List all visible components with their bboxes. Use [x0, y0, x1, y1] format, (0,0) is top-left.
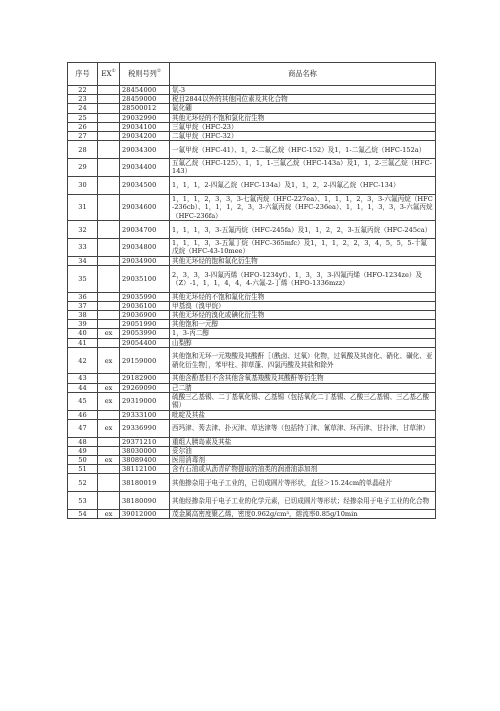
row-seq-cell: 53 [68, 492, 98, 510]
row-name-cell: 1，3-丙二醇 [170, 329, 436, 338]
row-seq-cell: 46 [68, 410, 98, 419]
row-name-cell: 其他无环烃的不饱和氟化衍生物 [170, 292, 436, 301]
row-name-cell: 五氟乙烷（HFC-125）、1，1，1-三氟乙烷（HFC-143a）及1，1，2-三氟乙烷（HFC-143） [170, 159, 436, 177]
table-row [68, 510, 436, 519]
header-code [120, 63, 170, 86]
table-row [68, 95, 436, 104]
table-header-row [68, 63, 436, 86]
row-code-cell: 28454000 [120, 86, 170, 95]
row-name-cell: 其他含酚基但不含其他含氧基羧酸及其酸酐等衍生物 [170, 374, 436, 383]
row-ex-cell [98, 86, 120, 95]
row-ex-cell [98, 320, 120, 329]
row-name-cell: 其他经掺杂用于电子工业的化学元素，已切成圆片等形状；经掺杂用于电子工业的化合物 [170, 492, 436, 510]
row-code-cell: 29034800 [120, 239, 170, 257]
table-row [68, 465, 436, 474]
row-seq-cell: 49 [68, 446, 98, 455]
row-code-cell: 29269090 [120, 383, 170, 392]
table-row [68, 176, 436, 194]
table-row [68, 419, 436, 437]
row-ex-cell: ex [98, 347, 120, 374]
row-name-cell: 甲基溴（溴甲烷） [170, 301, 436, 310]
row-seq-cell: 28 [68, 141, 98, 159]
table-row [68, 113, 436, 122]
row-ex-cell: ex [98, 456, 120, 465]
table-row [68, 132, 436, 141]
row-ex-cell [98, 492, 120, 510]
row-name-cell: 1，1，1，3，3-五氟丁烷（HFC-365mfc）及1，1，1，2，2，3，4，5，5，5-十氟戊烷（HFC-43-10mee） [170, 239, 436, 257]
tariff-table [67, 62, 436, 519]
table-row [68, 86, 436, 95]
table-row [68, 383, 436, 392]
row-name-cell: 氚-3 [170, 86, 436, 95]
row-seq-cell: 24 [68, 104, 98, 113]
row-seq-cell: 45 [68, 392, 98, 410]
row-ex-cell [98, 176, 120, 194]
row-seq-cell: 36 [68, 292, 98, 301]
table-row [68, 347, 436, 374]
row-ex-cell: ex [98, 510, 120, 519]
row-code-cell: 29034700 [120, 221, 170, 239]
row-code-cell: 38112100 [120, 465, 170, 474]
row-code-cell: 29034200 [120, 132, 170, 141]
row-name-cell: 其他无环烃的不饱和氯化衍生物 [170, 113, 436, 122]
table-row [68, 492, 436, 510]
row-code-cell: 28459000 [120, 95, 170, 104]
row-seq-cell: 34 [68, 256, 98, 265]
row-ex-cell [98, 446, 120, 455]
row-name-cell: 二氟甲烷（HFC-32） [170, 132, 436, 141]
table-row [68, 141, 436, 159]
row-code-cell: 29333100 [120, 410, 170, 419]
table-row [68, 239, 436, 257]
row-ex-cell [98, 465, 120, 474]
row-name-cell: 含有石油或从沥青矿物提取的油类的润滑油添加剂 [170, 465, 436, 474]
row-code-cell: 29034100 [120, 122, 170, 131]
row-ex-cell: ex [98, 419, 120, 437]
row-seq-cell: 27 [68, 132, 98, 141]
header-code-footnote-mark: ② [156, 68, 161, 74]
row-ex-cell: ex [98, 383, 120, 392]
row-seq-cell: 22 [68, 86, 98, 95]
row-code-cell: 29034400 [120, 159, 170, 177]
table-row [68, 437, 436, 446]
row-name-cell: 硫酸三乙基锡、二丁基氧化锡、乙基锡（包括氧化二丁基锡、乙酸三乙基锡、三乙基乙酸锡） [170, 392, 436, 410]
row-seq-cell: 38 [68, 311, 98, 320]
table-row [68, 159, 436, 177]
header-ex [98, 63, 120, 86]
header-seq: 序号 [68, 63, 98, 86]
row-code-cell: 29051990 [120, 320, 170, 329]
row-name-cell: 氮化硼 [170, 104, 436, 113]
row-seq-cell: 25 [68, 113, 98, 122]
row-ex-cell [98, 95, 120, 104]
row-name-cell: 山梨醇 [170, 338, 436, 347]
row-seq-cell: 52 [68, 474, 98, 492]
row-name-cell: 1，1，1，2，3，3，3-七氟丙烷（HFC-227ea）、1，1，1，2，3，3-六氟丙烷（HFC-236cb）、1，1，1，2，3，3-六氟丙烷（HFC-236ea）、1，1，1，3，3，3-六氟丙烷（HFC-236fa） [170, 194, 436, 221]
header-ex-label: EX [101, 68, 112, 78]
row-code-cell: 29035100 [120, 266, 170, 293]
row-name-cell: 一氟甲烷（HFC-41）、1，2-二氟乙烷（HFC-152）及1，1-二氟乙烷（HFC-152a） [170, 141, 436, 159]
row-code-cell: 29159000 [120, 347, 170, 374]
table-row [68, 474, 436, 492]
row-seq-cell: 31 [68, 194, 98, 221]
row-name-cell: 2，3，3，3-四氟丙烯（HFO-1234yf）、1，3，3，3-四氟丙烯（HFO-1234ze）及（Z）-1，1，1，4，4，4-六氟-2-丁烯（HFO-1336mzz） [170, 266, 436, 293]
row-seq-cell: 23 [68, 95, 98, 104]
row-code-cell: 29036100 [120, 301, 170, 310]
row-ex-cell [98, 301, 120, 310]
row-code-cell: 38180090 [120, 492, 170, 510]
row-code-cell: 29034300 [120, 141, 170, 159]
row-code-cell: 29371210 [120, 437, 170, 446]
row-name-cell: 其他饱和无环一元羧酸及其酸酐［（酰卤、过氧）化物，过氧酸及其卤化、硝化、磺化、亚硝化衍生物］，苯甲柱、抑草蓬、四氯丙酸及其盐和除外 [170, 347, 436, 374]
row-code-cell: 29053990 [120, 329, 170, 338]
row-code-cell: 29054400 [120, 338, 170, 347]
row-seq-cell: 40 [68, 329, 98, 338]
row-name-cell: 其他掺杂用于电子工业的，已切成圆片等形状，直径＞15.24cm的单晶硅片 [170, 474, 436, 492]
row-code-cell: 29319000 [120, 392, 170, 410]
row-seq-cell: 48 [68, 437, 98, 446]
table-row [68, 266, 436, 293]
table-row [68, 456, 436, 465]
row-seq-cell: 43 [68, 374, 98, 383]
table-row [68, 292, 436, 301]
row-code-cell: 39012000 [120, 510, 170, 519]
row-name-cell: 重组人胰岛素及其盐 [170, 437, 436, 446]
table-row [68, 301, 436, 310]
row-ex-cell [98, 122, 120, 131]
row-ex-cell: ex [98, 392, 120, 410]
row-ex-cell [98, 239, 120, 257]
table-row [68, 104, 436, 113]
table-row [68, 446, 436, 455]
table-row [68, 320, 436, 329]
row-ex-cell [98, 474, 120, 492]
row-seq-cell: 29 [68, 159, 98, 177]
row-ex-cell [98, 292, 120, 301]
row-code-cell: 29032990 [120, 113, 170, 122]
row-code-cell: 28500012 [120, 104, 170, 113]
tariff-table-page [67, 62, 435, 670]
row-seq-cell: 33 [68, 239, 98, 257]
row-code-cell: 29035990 [120, 292, 170, 301]
row-name-cell: 1，1，1，2-四氟乙烷（HFC-134a）及1，1，2，2-四氟乙烷（HFC-134） [170, 176, 436, 194]
row-ex-cell [98, 338, 120, 347]
row-ex-cell [98, 104, 120, 113]
row-ex-cell [98, 374, 120, 383]
row-name-cell: 医用消毒剂 [170, 456, 436, 465]
row-name-cell: 吡啶及其盐 [170, 410, 436, 419]
row-ex-cell [98, 132, 120, 141]
row-code-cell: 29182900 [120, 374, 170, 383]
row-seq-cell: 26 [68, 122, 98, 131]
row-ex-cell [98, 311, 120, 320]
table-row [68, 311, 436, 320]
row-name-cell: 三氟甲烷（HFC-23） [170, 122, 436, 131]
row-code-cell: 38089400 [120, 456, 170, 465]
row-name-cell: 西玛津、莠去津、扑灭津、草达津等（包括特丁津、氰草津、环丙津、甘扑津、甘草津） [170, 419, 436, 437]
row-ex-cell [98, 141, 120, 159]
table-row [68, 194, 436, 221]
table-row [68, 256, 436, 265]
table-row [68, 221, 436, 239]
row-seq-cell: 35 [68, 266, 98, 293]
row-seq-cell: 42 [68, 347, 98, 374]
row-ex-cell [98, 437, 120, 446]
table-row [68, 122, 436, 131]
row-name-cell: 茂金属高密度聚乙烯，密度0.962g/cm³，熔流率0.85g/10min [170, 510, 436, 519]
row-seq-cell: 41 [68, 338, 98, 347]
row-name-cell: 其他无环烃的饱和氟化衍生物 [170, 256, 436, 265]
header-code-label: 税则号列 [128, 68, 157, 78]
table-row [68, 329, 436, 338]
row-seq-cell: 54 [68, 510, 98, 519]
row-code-cell: 29336990 [120, 419, 170, 437]
row-name-cell: 妥尔油 [170, 446, 436, 455]
row-ex-cell [98, 221, 120, 239]
row-name-cell: 税目2844以外的其他同位素及其化合物 [170, 95, 436, 104]
row-ex-cell [98, 194, 120, 221]
row-ex-cell: ex [98, 329, 120, 338]
row-code-cell: 29034900 [120, 256, 170, 265]
row-seq-cell: 51 [68, 465, 98, 474]
row-name-cell: 其他无环烃的溴化或碘化衍生物 [170, 311, 436, 320]
row-ex-cell [98, 256, 120, 265]
row-code-cell: 29034500 [120, 176, 170, 194]
row-seq-cell: 50 [68, 456, 98, 465]
row-name-cell: 其他饱和一元醇 [170, 320, 436, 329]
header-ex-footnote-mark: ① [111, 68, 116, 74]
header-name: 商品名称 [170, 63, 436, 86]
row-ex-cell [98, 159, 120, 177]
row-seq-cell: 44 [68, 383, 98, 392]
table-row [68, 410, 436, 419]
row-ex-cell [98, 113, 120, 122]
table-body [68, 86, 436, 519]
row-seq-cell: 30 [68, 176, 98, 194]
row-name-cell: 己二腈 [170, 383, 436, 392]
row-seq-cell: 37 [68, 301, 98, 310]
row-seq-cell: 32 [68, 221, 98, 239]
row-ex-cell [98, 410, 120, 419]
row-code-cell: 29036900 [120, 311, 170, 320]
row-name-cell: 1，1，1，3，3-五氟丙烷（HFC-245fa）及1，1，2，2，3-五氟丙烷（HFC-245ca） [170, 221, 436, 239]
row-code-cell: 38030000 [120, 446, 170, 455]
row-code-cell: 29034600 [120, 194, 170, 221]
table-row [68, 338, 436, 347]
row-ex-cell [98, 266, 120, 293]
table-row [68, 392, 436, 410]
row-seq-cell: 39 [68, 320, 98, 329]
row-seq-cell: 47 [68, 419, 98, 437]
row-code-cell: 38180019 [120, 474, 170, 492]
table-row [68, 374, 436, 383]
